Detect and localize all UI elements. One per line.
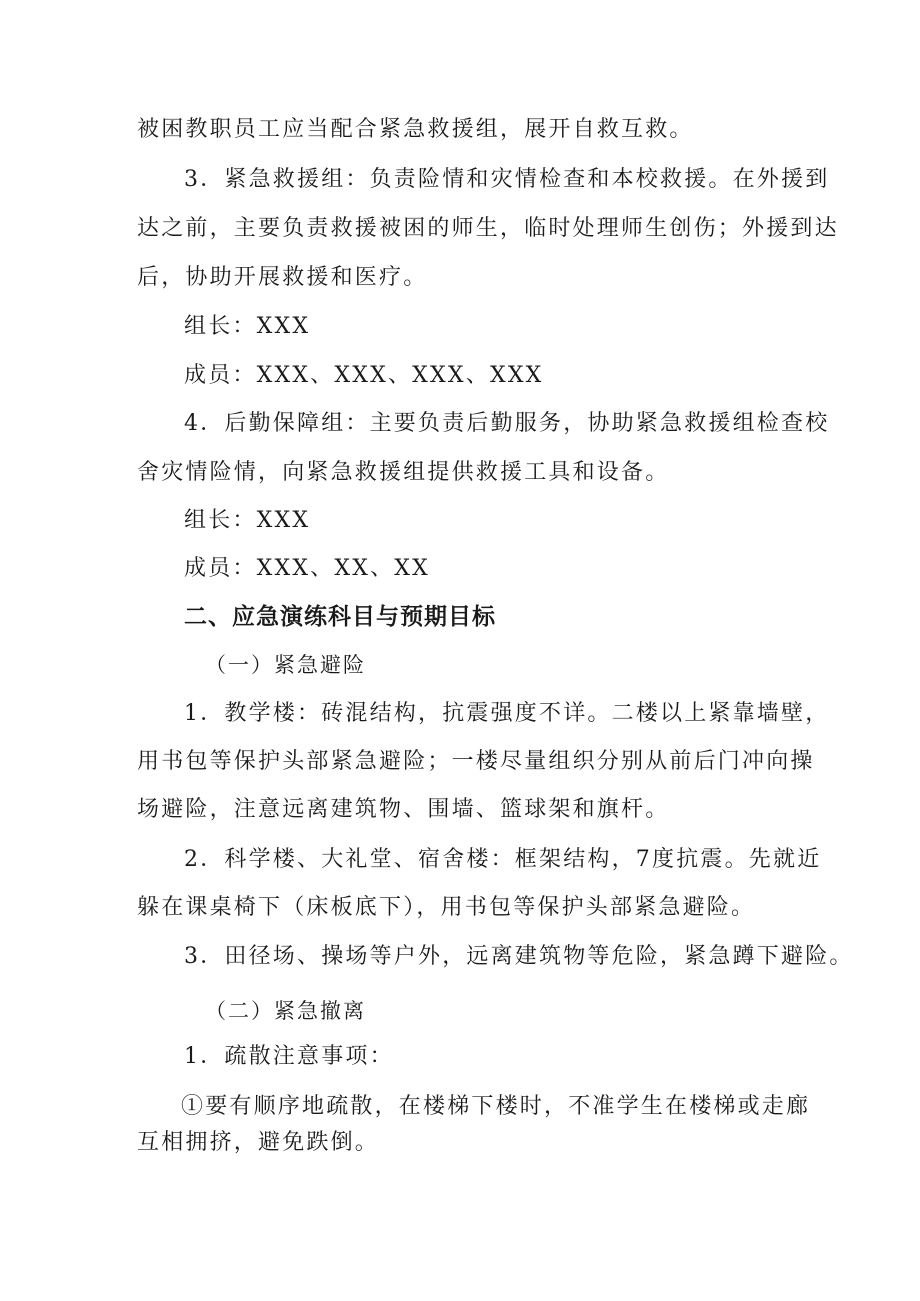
paragraph-line: 1．疏散注意事项： — [184, 1044, 394, 1069]
paragraph-line: 互相拥挤，避免跌倒。 — [137, 1130, 380, 1155]
paragraph-line: 3．紧急救援组：负责险情和灾情检查和本校救援。在外援到 — [184, 167, 830, 192]
paragraph-line: ①要有顺序地疏散，在楼梯下楼时，不准学生在楼梯或走廊 — [181, 1094, 811, 1119]
paragraph-line: 3．田径场、操场等户外，远离建筑物等危险，紧急蹲下避险。 — [184, 944, 854, 969]
section-heading: 二、应急演练科目与预期目标 — [184, 604, 496, 630]
paragraph-line: 达之前，主要负责救援被困的师生，临时处理师生创伤；外援到达 — [137, 216, 839, 241]
paragraph-line: 场避险，注意远离建筑物、围墙、篮球架和旗杆。 — [137, 797, 670, 822]
paragraph-line: 被困教职员工应当配合紧急救援组，展开自救互救。 — [137, 117, 694, 142]
subsection-heading: （二）紧急撤离 — [205, 999, 366, 1023]
subsection-heading: （一）紧急避险 — [205, 653, 366, 677]
paragraph-line: 2．科学楼、大礼堂、宿舍楼：框架结构，7度抗震。先就近 — [184, 847, 822, 872]
paragraph-line: 舍灾情险情，向紧急救援组提供救援工具和设备。 — [137, 460, 670, 485]
paragraph-line: 4．后勤保障组：主要负责后勤服务，协助紧急救援组检查校 — [184, 411, 830, 436]
paragraph-line: 成员：XXX、XX、XX — [184, 556, 431, 581]
paragraph-line: 成员：XXX、XXX、XXX、XXX — [184, 363, 544, 388]
paragraph-line: 1．教学楼：砖混结构，抗震强度不详。二楼以上紧靠墙壁， — [184, 701, 830, 726]
paragraph-line: 用书包等保护头部紧急避险；一楼尽量组织分别从前后门冲向操 — [137, 749, 815, 774]
paragraph-line: 组长：XXX — [184, 508, 311, 533]
paragraph-line: 躲在课桌椅下（床板底下），用书包等保护头部紧急避险。 — [137, 895, 756, 920]
paragraph-line: 后，协助开展救援和医疗。 — [137, 265, 428, 290]
paragraph-line: 组长：XXX — [184, 314, 311, 339]
